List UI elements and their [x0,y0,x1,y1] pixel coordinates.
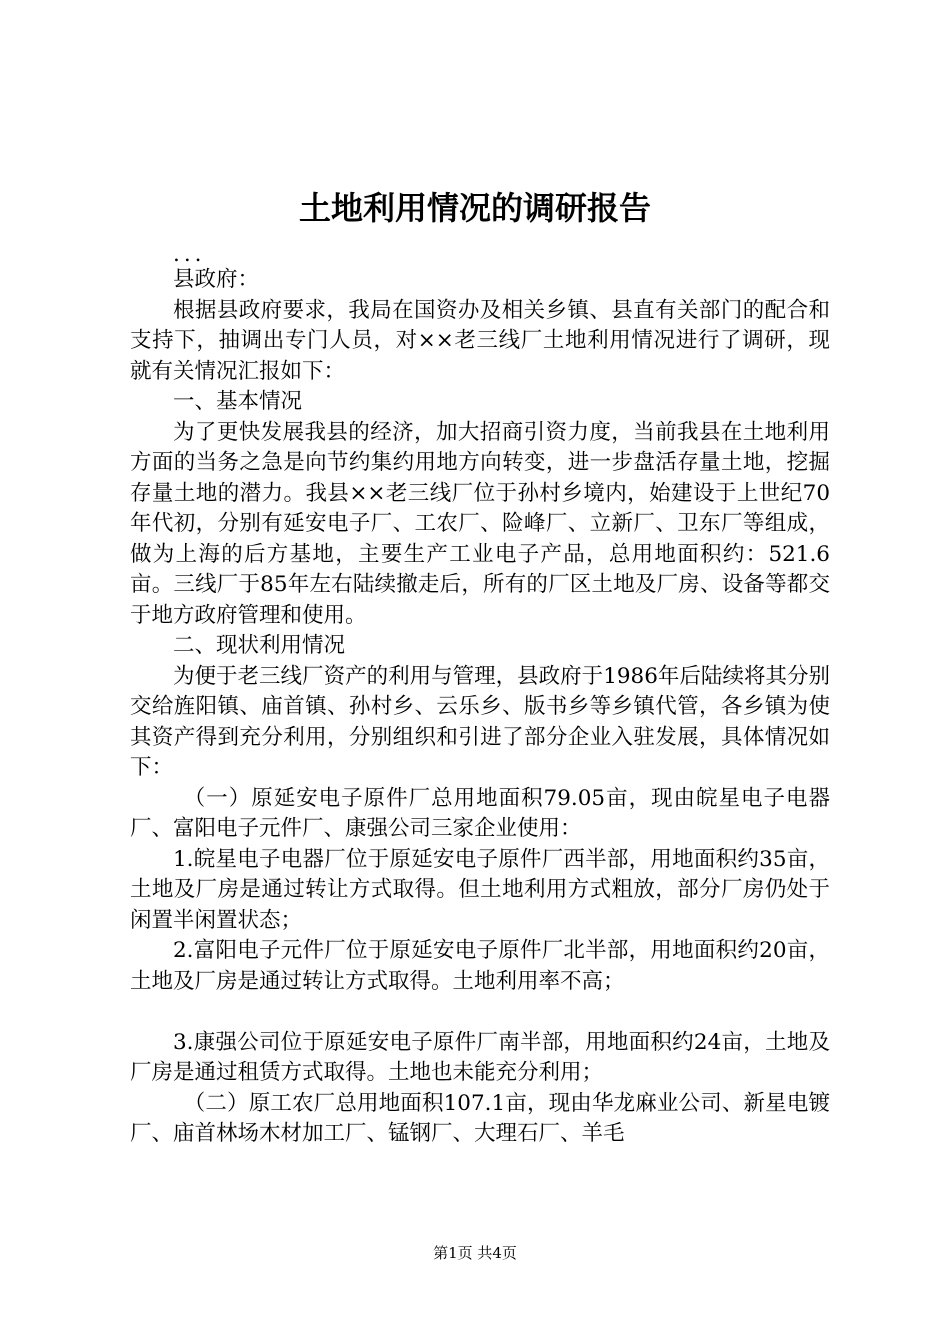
paragraph: 为便于老三线厂资产的利用与管理，县政府于1986年后陆续将其分别交给旌阳镇、庙首镇、孙村乡、云乐乡、版书乡等乡镇代管，各乡镇为使其资产得到充分利用，分别组织和引进了部分企业入驻发展，具体情况如下： [130,663,830,780]
subsection-paragraph: （二）原工农厂总用地面积107.1亩，现由华龙麻业公司、新星电镀厂、庙首林场木材加工厂、锰钢厂、大理石厂、羊毛 [130,1090,830,1146]
document-body [130,242,830,1150]
paragraph: 根据县政府要求，我局在国资办及相关乡镇、县直有关部门的配合和支持下，抽调出专门人员，对××老三线厂土地利用情况进行了调研，现就有关情况汇报如下： [130,297,830,384]
subsection-paragraph: （一）原延安电子原件厂总用地面积79.05亩，现由皖星电子电器厂、富阳电子元件厂、康强公司三家企业使用： [130,785,830,841]
list-item: 1.皖星电子电器厂位于原延安电子原件厂西半部，用地面积约35亩，土地及厂房是通过转让方式取得。但土地利用方式粗放，部分厂房仍处于闲置半闲置状态； [130,846,830,933]
document-title: 土地利用情况的调研报告 [298,189,651,227]
paragraph: 为了更快发展我县的经济，加大招商引资力度，当前我县在土地利用方面的当务之急是向节约集约用地方向转变，进一步盘活存量土地，挖掘存量土地的潜力。我县××老三线厂位于孙村乡境内，始建设于上世纪70年代初，分别有延安电子厂、工农厂、险峰厂、立新厂、卫东厂等组成，做为上海的后方基地，主要生产工业电子产品，总用地面积约：521.6亩。三线厂于85年左右陆续撤走后，所有的厂区土地及厂房、设备等都交于地方政府管理和使用。 [130,419,830,628]
ellipsis-line: ... [173,242,206,267]
list-item: 3.康强公司位于原延安电子原件厂南半部，用地面积约24亩，土地及厂房是通过租赁方式取得。土地也未能充分利用； [130,1029,830,1085]
page-footer: 第1页 共4页 [433,1244,517,1262]
list-item: 2.富阳电子元件厂位于原延安电子原件厂北半部，用地面积约20亩，土地及厂房是通过转让方式取得。土地利用率不高； [130,938,830,994]
section-heading: 二、现状利用情况 [173,633,346,658]
salutation: 县政府： [173,267,260,292]
section-heading: 一、基本情况 [173,389,303,414]
blank-line [130,997,830,1028]
